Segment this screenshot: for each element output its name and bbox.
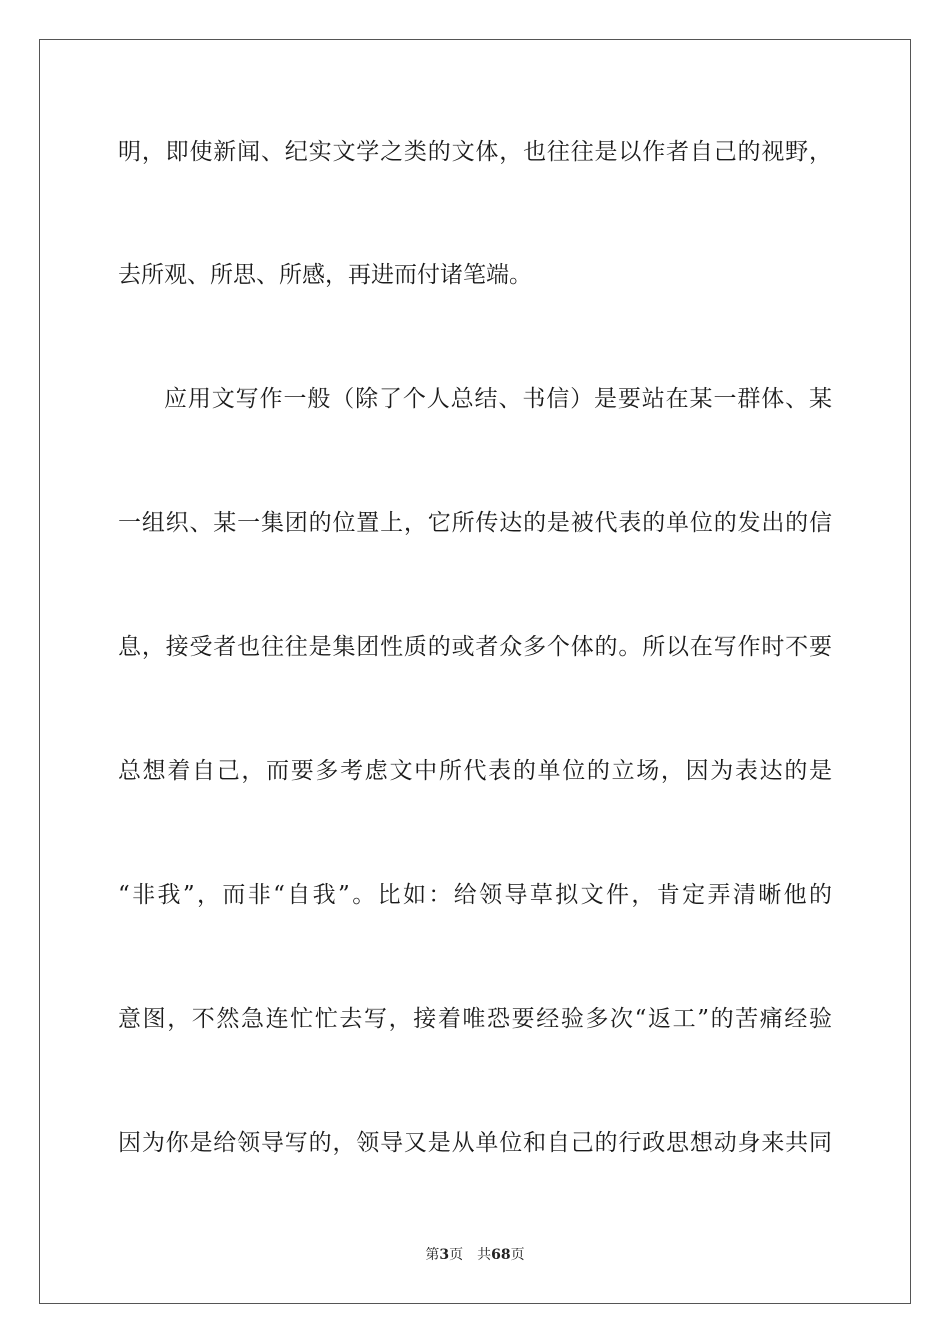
text-line-6: 总想着自己，而要多考虑文中所代表的单位的立场，因为表达的是 [118,758,832,784]
text-line-4: 一组织、某一集团的位置上，它所传达的是被代表的单位的发出的信 [118,510,832,536]
footer-prefix: 第 [425,1247,440,1263]
text-line-2: 去所观、所思、所感，再进而付诸笔端。 [118,262,532,288]
text-line-7: “非我”，而非“自我”。比如：给领导草拟文件，肯定弄清晰他的 [118,882,832,908]
text-line-9: 因为你是给领导写的，领导又是从单位和自己的行政思想动身来共同 [118,1130,832,1156]
text-line-3-paragraph-start: 应用文写作一般（除了个人总结、书信）是要站在某一群体、某 [164,386,832,412]
text-line-1: 明，即使新闻、纪实文学之类的文体，也往往是以作者自己的视野， [118,139,832,165]
footer-middle: 页 共 [449,1247,492,1263]
footer-current-page: 3 [439,1247,450,1263]
page-footer [0,1246,950,1264]
page-border [39,39,911,1304]
text-line-5: 息，接受者也往往是集团性质的或者众多个体的。所以在写作时不要 [118,634,832,660]
footer-suffix: 页 [510,1247,525,1263]
text-line-8: 意图，不然急连忙忙去写，接着唯恐要经验多次“返工”的苦痛经验 [118,1006,832,1032]
footer-total-pages: 68 [491,1247,511,1263]
